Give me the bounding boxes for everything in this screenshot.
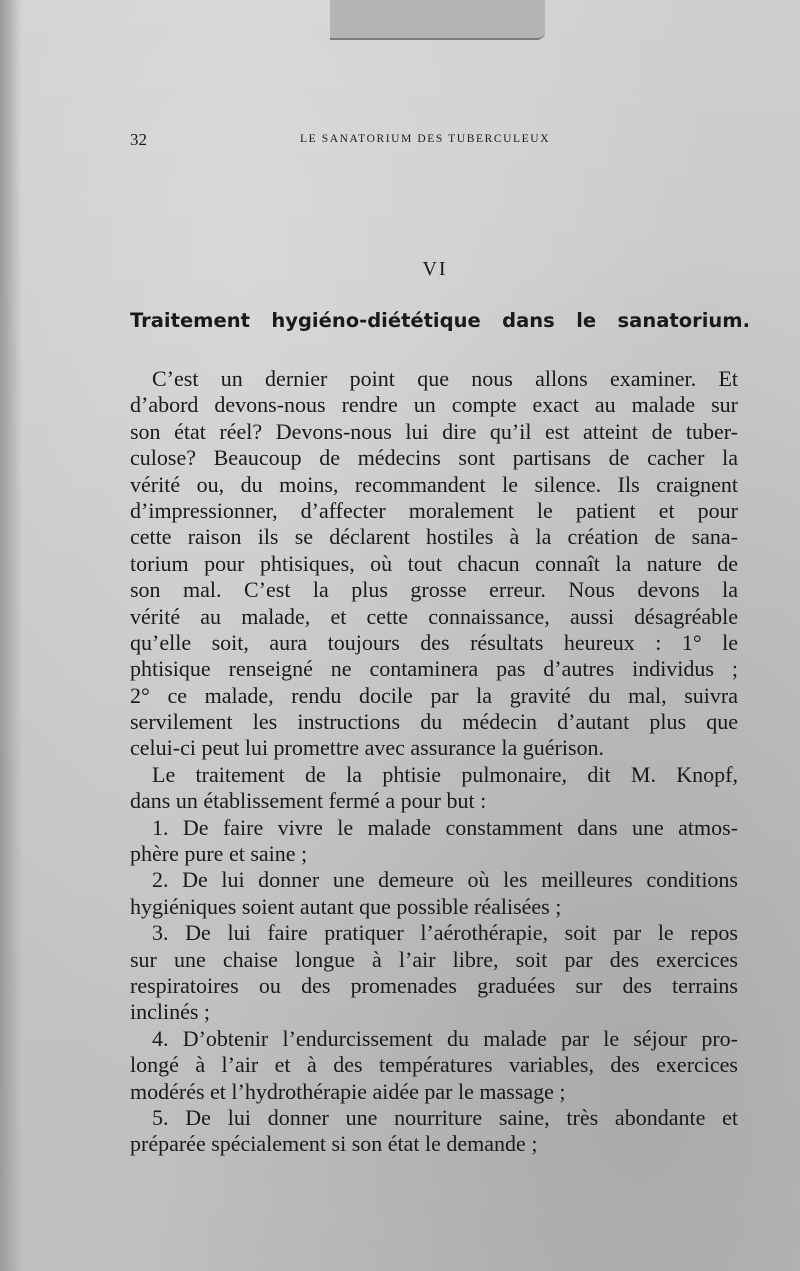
text-line: Le traitement de la phtisie pulmonaire, dit M. Knopf, — [152, 761, 738, 787]
text-line: vérité au malade, et cette connaissance, aussi désagréable — [130, 603, 738, 629]
text-line: préparée spécialement si son état le demande ; — [130, 1131, 538, 1157]
text-line: torium pour phtisiques, où tout chacun connaît la nature de — [130, 550, 738, 576]
text-line: 2. De lui donner une demeure où les meilleures conditions — [152, 867, 738, 893]
text-line: longé à l’air et à des températures variables, des exercices — [130, 1052, 738, 1078]
text-line: 4. D’obtenir l’endurcissement du malade par le séjour pro- — [152, 1025, 738, 1051]
page-edge-shadow — [0, 0, 22, 1271]
text-line: cette raison ils se déclarent hostiles à la création de sana- — [130, 524, 738, 550]
torn-paper-edge — [330, 0, 545, 40]
page-header — [130, 130, 740, 150]
text-line: qu’elle soit, aura toujours des résultats heureux : 1° le — [130, 629, 738, 655]
body-text — [130, 366, 738, 1158]
text-line: son mal. C’est la plus grosse erreur. Nous devons la — [130, 577, 738, 603]
text-line: servilement les instructions du médecin d’autant plus que — [130, 709, 738, 735]
text-line: phtisique renseigné ne contaminera pas d’autres individus ; — [130, 656, 738, 682]
text-line: son état réel? Devons-nous lui dire qu’il est atteint de tuber- — [130, 418, 738, 444]
text-line: hygiéniques soient autant que possible réalisées ; — [130, 893, 562, 919]
text-line: phère pure et saine ; — [130, 841, 308, 867]
text-line: 1. De faire vivre le malade constamment dans une atmos- — [152, 814, 738, 840]
text-line: d’impressionner, d’affecter moralement le patient et pour — [130, 497, 738, 523]
text-line: d’abord devons-nous rendre un compte exact au malade sur — [130, 392, 738, 418]
section-heading: Traitement hygiéno-diététique dans le sanatorium. — [130, 309, 750, 332]
page-number: 32 — [130, 130, 147, 149]
text-line: vérité ou, du moins, recommandent le silence. Ils craignent — [130, 471, 738, 497]
running-title: LE SANATORIUM DES TUBERCULEUX — [300, 133, 551, 145]
text-line: respiratoires ou des promenades graduées sur des terrains — [130, 972, 738, 998]
text-line: inclinés ; — [130, 999, 211, 1025]
text-line: dans un établissement fermé a pour but : — [130, 788, 487, 814]
text-line: 3. De lui faire pratiquer l’aérothérapie, soit par le repos — [152, 920, 738, 946]
text-line: 5. De lui donner une nourriture saine, très abondante et — [152, 1104, 738, 1130]
text-line: celui-ci peut lui promettre avec assurance la guérison. — [130, 735, 605, 761]
text-line: culose? Beaucoup de médecins sont partisans de cacher la — [130, 445, 738, 471]
text-line: 2° ce malade, rendu docile par la gravité du mal, suivra — [130, 682, 738, 708]
text-line: modérés et l’hydrothérapie aidée par le massage ; — [130, 1078, 566, 1104]
chapter-numeral: VI — [422, 258, 448, 280]
text-line: C’est un dernier point que nous allons examiner. Et — [152, 366, 738, 391]
text-line: sur une chaise longue à l’air libre, soit par des exercices — [130, 946, 738, 972]
